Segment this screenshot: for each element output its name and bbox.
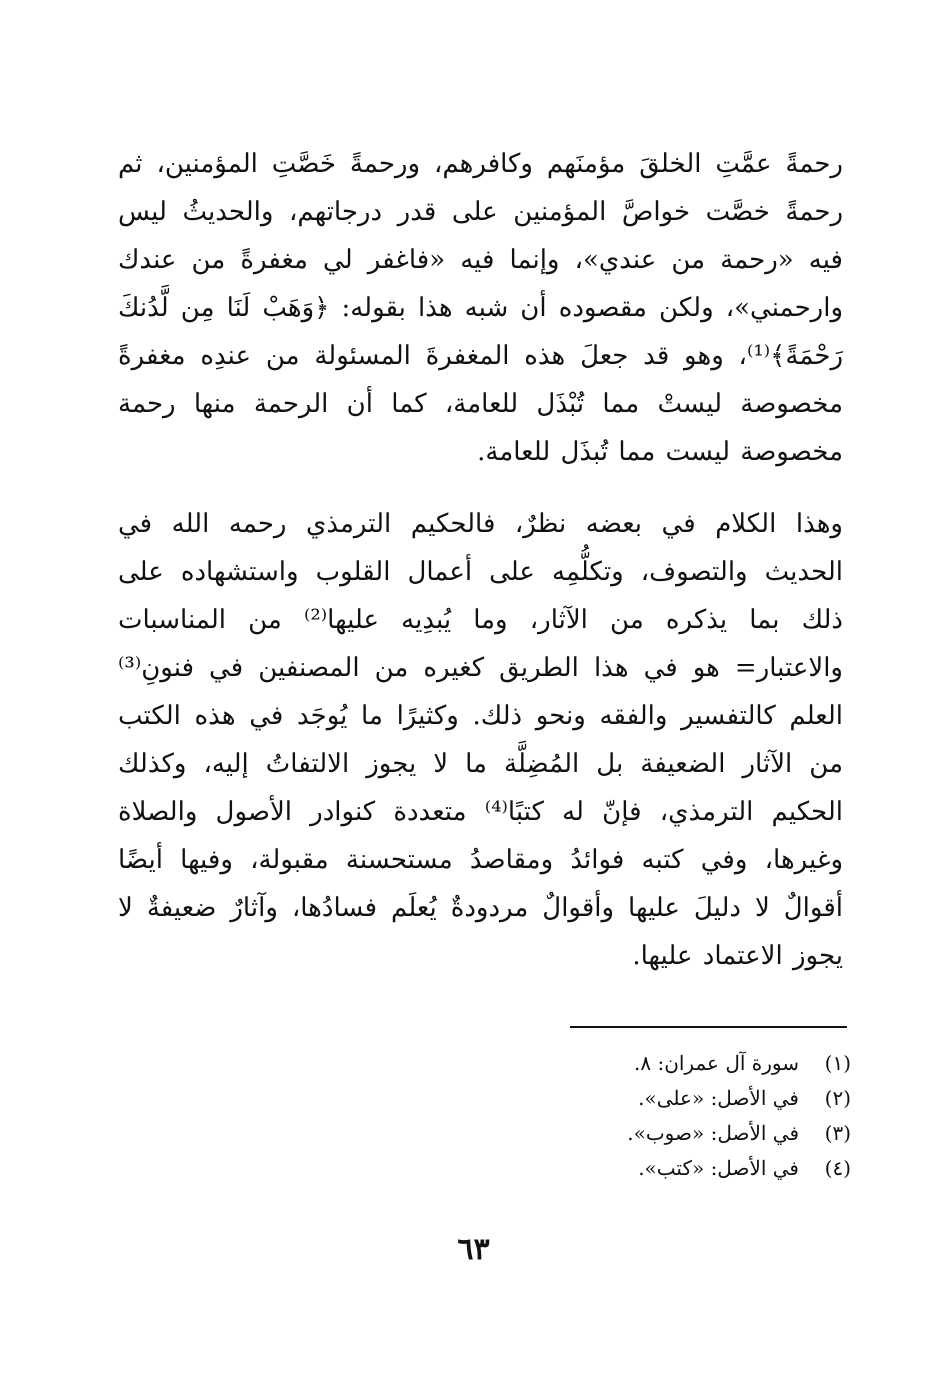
footnote-text: سورة آل عمران: ٨. — [633, 1051, 799, 1075]
footnote-text: في الأصل: «صوب». — [627, 1121, 799, 1145]
page-body — [118, 140, 843, 980]
footnote-item — [431, 1081, 851, 1116]
footnote-text: في الأصل: «على». — [638, 1086, 799, 1110]
footnote-number: (١) — [824, 1051, 851, 1075]
footnote-number: (٢) — [824, 1086, 851, 1110]
footnote-item — [431, 1116, 851, 1151]
footnote-item — [431, 1046, 851, 1081]
footnote-item — [431, 1151, 851, 1186]
paragraph-2: وهذا الكلام في بعضه نظرٌ، فالحكيم الترمذي رحمه الله في الحديث والتصوف، وتكلُّمِه على أعمال القلوب واستشهاده على ذلك بما يذكره من الآثار، وما يُبدِيه عليها⁽²⁾ من المناسبات والاعتبار= هو في هذا الطريق كغيره من المصنفين في فنونِ⁽³⁾ العلم كالتفسير والفقه ونحو ذلك. وكثيرًا ما يُوجَد في هذه الكتب من الآثار الضعيفة بل المُضِلَّة ما لا يجوز الالتفاتُ إليه، وكذلك الحكيم الترمذي، فإنّ له كتبًا⁽⁴⁾ متعددة كنوادر الأصول والصلاة وغيرها، وفي كتبه فوائدُ ومقاصدُ مستحسنة مقبولة، وفيها أيضًا أقوالٌ لا دليلَ عليها وأقوالٌ مردودةٌ يُعلَم فسادُها، وآثارٌ ضعيفةٌ لا يجوز الاعتماد عليها. — [118, 509, 843, 971]
footnotes-list — [431, 1046, 851, 1186]
footnote-text: في الأصل: «كتب». — [638, 1156, 799, 1180]
page-number: ٦٣ — [457, 1232, 490, 1267]
paragraph-1: رحمةً عمَّتِ الخلقَ مؤمنَهم وكافرهم، ورحمةً خَصَّتِ المؤمنين، ثم رحمةً خصَّت خواصَّ المؤمنين على قدر درجاتهم، والحديثُ ليس فيه «رحمة من عندي»، وإنما فيه «فاغفر لي مغفرةً من عندك وارحمني»، ولكن مقصوده أن شبه هذا بقوله: ﴿وَهَبْ لَنَا مِن لَّدُنكَ رَحْمَةً﴾⁽¹⁾، وهو قد جعلَ هذه المغفرةَ المسئولة من عندِه مغفرةً مخصوصة ليستْ مما تُبْذَل للعامة، كما أن الرحمة منها رحمة مخصوصة ليست مما تُبذَل للعامة. — [118, 149, 843, 467]
footnote-number: (٣) — [824, 1121, 851, 1145]
footnote-number: (٤) — [824, 1156, 851, 1180]
footnote-divider — [570, 1026, 847, 1028]
